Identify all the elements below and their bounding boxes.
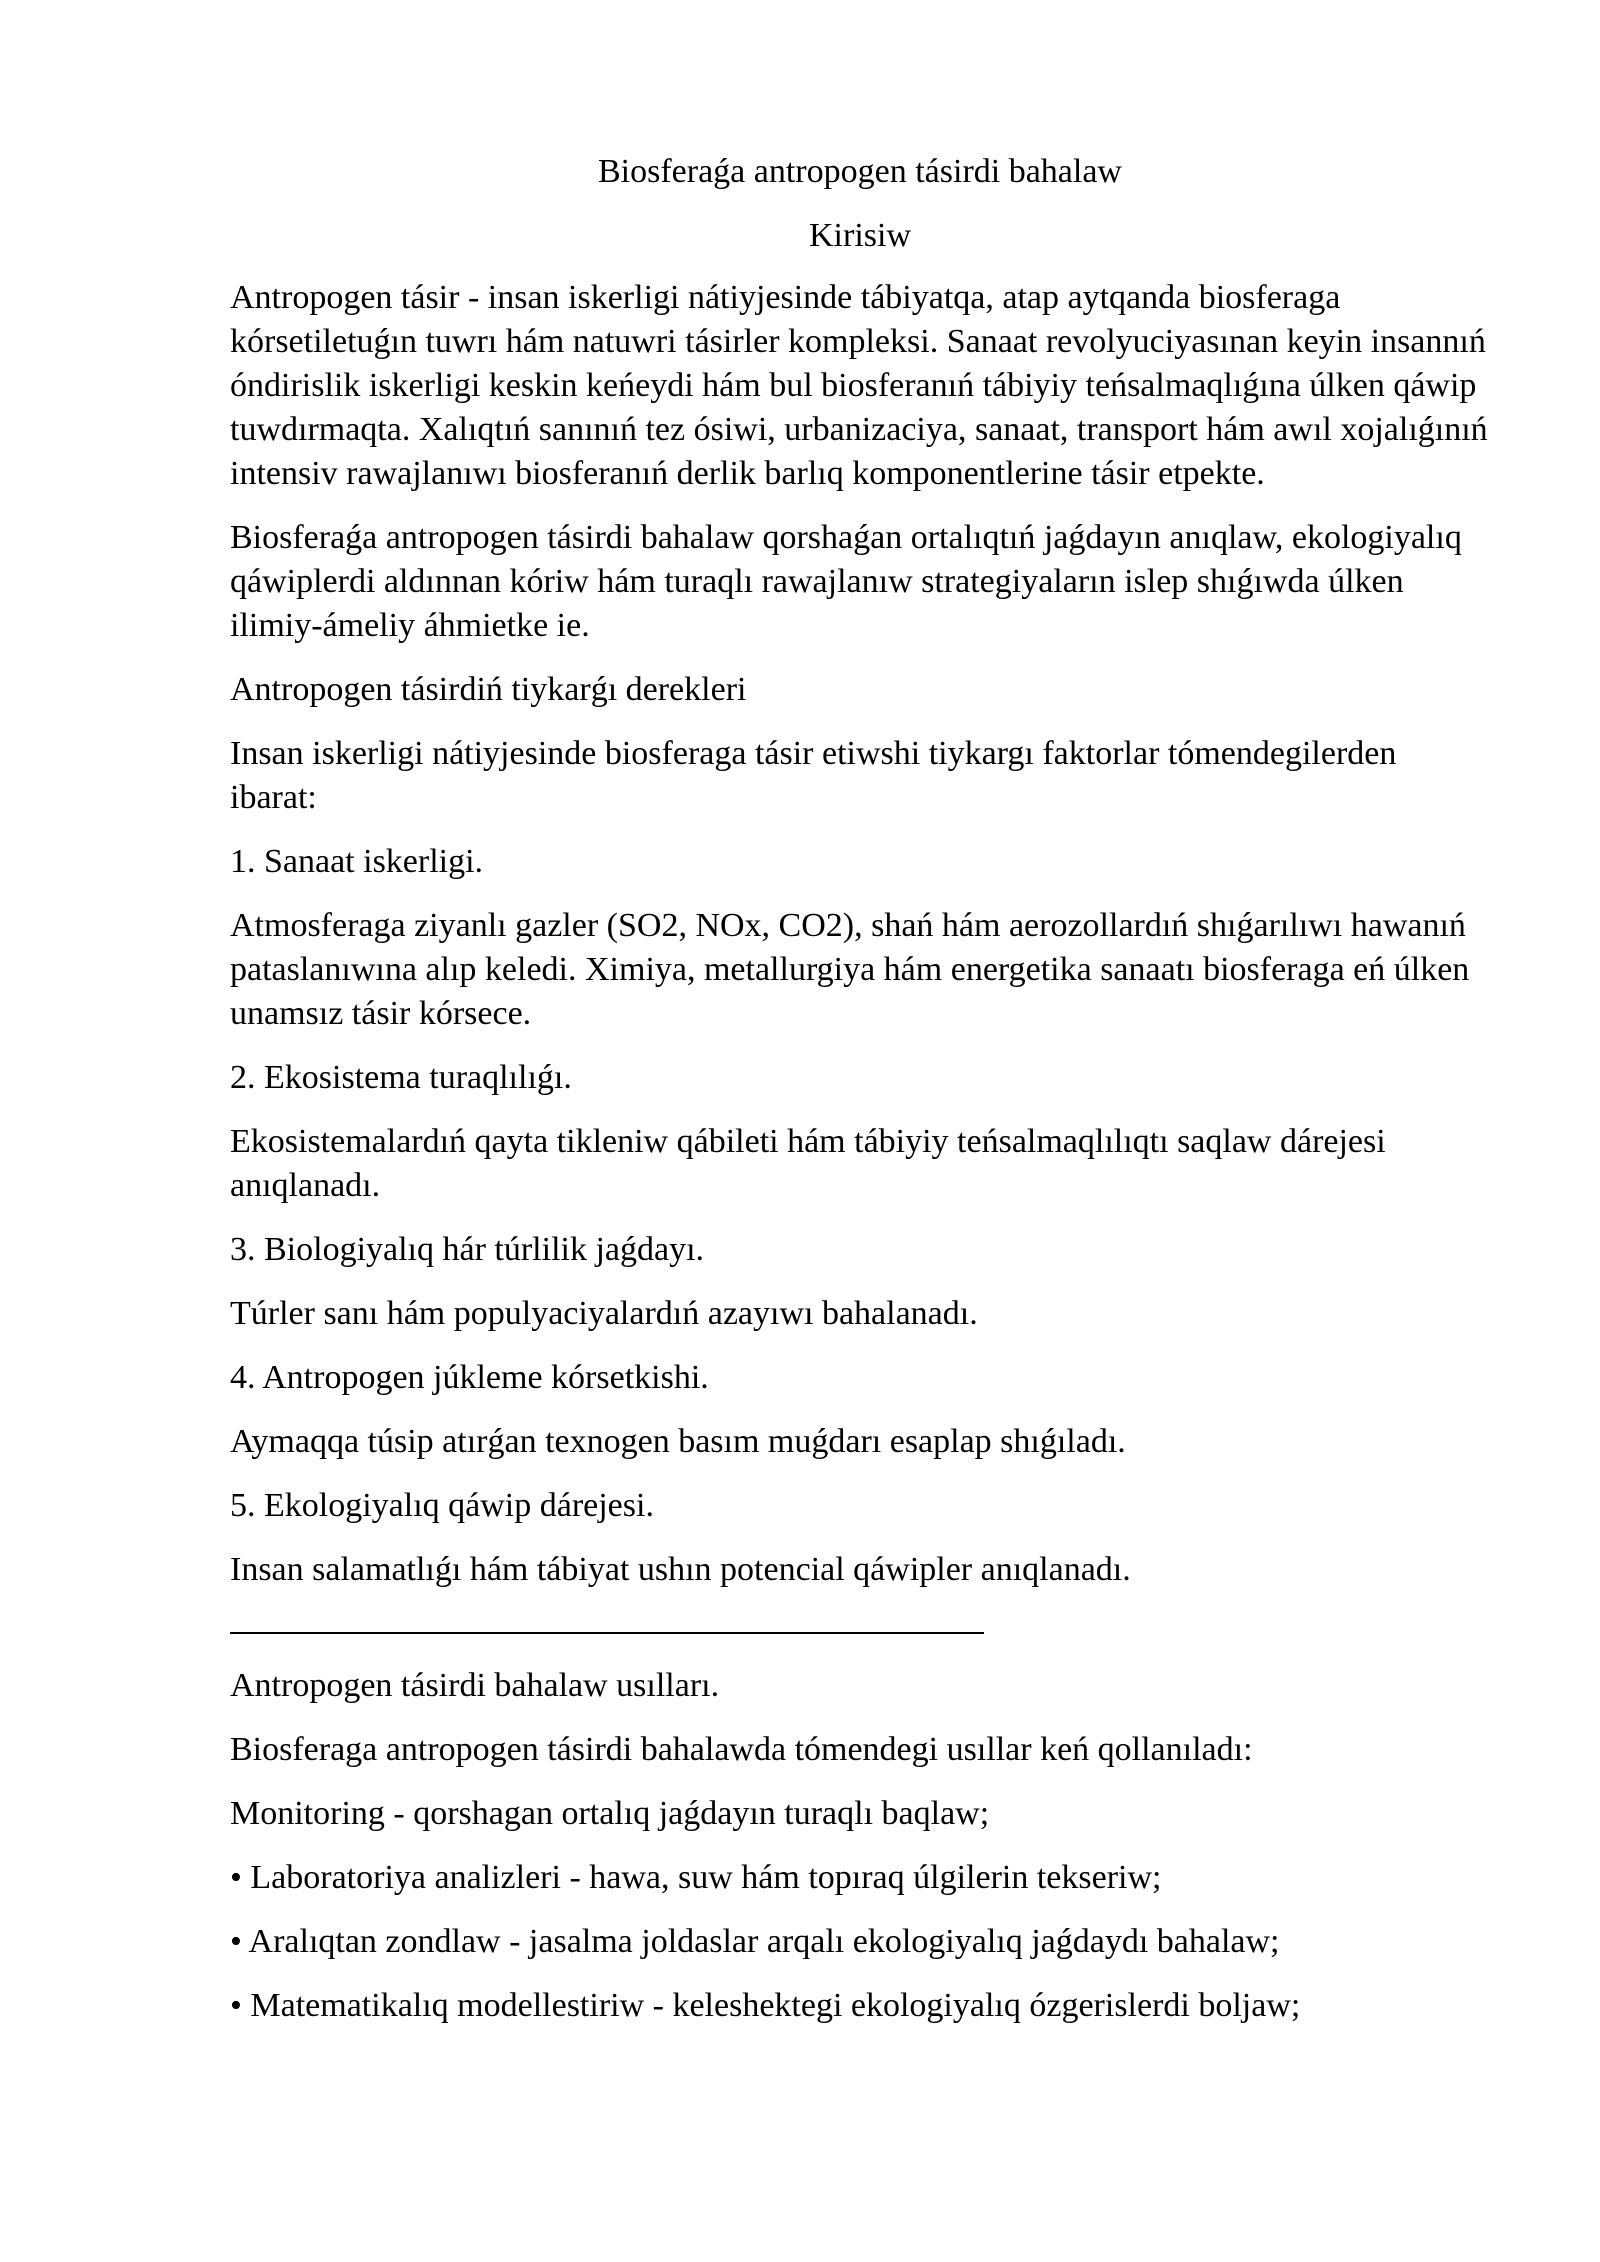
method-item-laboratory: • Laboratoriya analizleri - hawa, suw hám topıraq úlgilerin tekseriw; bbox=[230, 1859, 1162, 1896]
paragraph-definition: Antropogen tásir - insan iskerligi nátiyjesinde tábiyatqa, atap aytqanda biosferaga kórsetiletuǵın tuwrı hám natuwri tásirler kompleksi. Sanaat revolyuciyasınan keyin insannıń óndirislik iskerligi keskin keńeydi hám bul biosferanıń tábiyiy teńsalmaqlıǵına úlken qáwip tuwdırmaqta. Xalıqtıń sanınıń tez ósiwi, urbanizaciya, sanaat, transport hám awıl xojalıǵınıń intensiv rawajlanıwı biosferanıń derlik barlıq komponentlerine tásir etpekte. bbox=[230, 279, 1488, 492]
factor-text-5: Insan salamatlıǵı hám tábiyat ushın potencial qáwipler anıqlanadı. bbox=[230, 1551, 1131, 1588]
document-title: Biosferaǵa antropogen tásirdi bahalaw bbox=[598, 153, 1122, 190]
factor-heading-5: 5. Ekologiyalıq qáwip dárejesi. bbox=[230, 1487, 654, 1524]
factor-text-1: Atmosferaga ziyanlı gazler (SO2, NOx, CO2), shań hám aerozollardıń shıǵarılıwı hawanıń pataslanıwına alıp keledi. Ximiya, metallurgiya hám energetika sanaatı biosferaga eń úlken unamsız tásir kórsece. bbox=[230, 907, 1470, 1032]
section-heading-methods: Antropogen tásirdi bahalaw usılları. bbox=[230, 1667, 720, 1704]
method-item-monitoring: Monitoring - qorshagan ortalıq jaǵdayın turaqlı baqlaw; bbox=[230, 1795, 990, 1832]
factor-heading-2: 2. Ekosistema turaqlılıǵı. bbox=[230, 1059, 572, 1096]
factor-heading-1: 1. Sanaat iskerligi. bbox=[230, 843, 484, 880]
factor-text-4: Aymaqqa túsip atırǵan texnogen basım muǵdarı esaplap shıǵıladı. bbox=[230, 1423, 1126, 1460]
horizontal-divider bbox=[230, 1632, 984, 1634]
method-item-modelling: • Matematikalıq modellestiriw - keleshektegi ekologiyalıq ózgerislerdi boljaw; bbox=[230, 1987, 1301, 2024]
factor-heading-3: 3. Biologiyalıq hár túrlilik jaǵdayı. bbox=[230, 1231, 705, 1268]
document-body bbox=[230, 150, 1490, 2048]
factor-text-2: Ekosistemalardıń qayta tikleniw qábileti hám tábiyiy teńsalmaqlılıqtı saqlaw dárejesi anıqlanadı. bbox=[230, 1123, 1386, 1204]
method-item-remote-sensing: • Aralıqtan zondlaw - jasalma joldaslar arqalı ekologiyalıq jaǵdaydı bahalaw; bbox=[230, 1923, 1280, 1960]
section-heading-sources: Antropogen tásirdiń tiykarǵı derekleri bbox=[230, 671, 747, 708]
paragraph-importance: Biosferaǵa antropogen tásirdi bahalaw qorshaǵan ortalıqtıń jaǵdayın anıqlaw, ekologiyalıq qáwiplerdi aldınnan kóriw hám turaqlı rawajlanıw strategiyaların islep shıǵıwda úlken ilimiy-ámeliy áhmietke ie. bbox=[230, 519, 1462, 644]
paragraph-factors-intro: Insan iskerligi nátiyjesinde biosferaga tásir etiwshi tiykargı faktorlar tómendegilerden ibarat: bbox=[230, 735, 1397, 816]
factor-text-3: Túrler sanı hám populyaciyalardıń azayıwı bahalanadı. bbox=[230, 1295, 978, 1332]
paragraph-methods-intro: Biosferaga antropogen tásirdi bahalawda tómendegi usıllar keń qollanıladı: bbox=[230, 1731, 1253, 1768]
section-heading-introduction: Kirisiw bbox=[809, 217, 911, 254]
factor-heading-4: 4. Antropogen júkleme kórsetkishi. bbox=[230, 1359, 709, 1396]
